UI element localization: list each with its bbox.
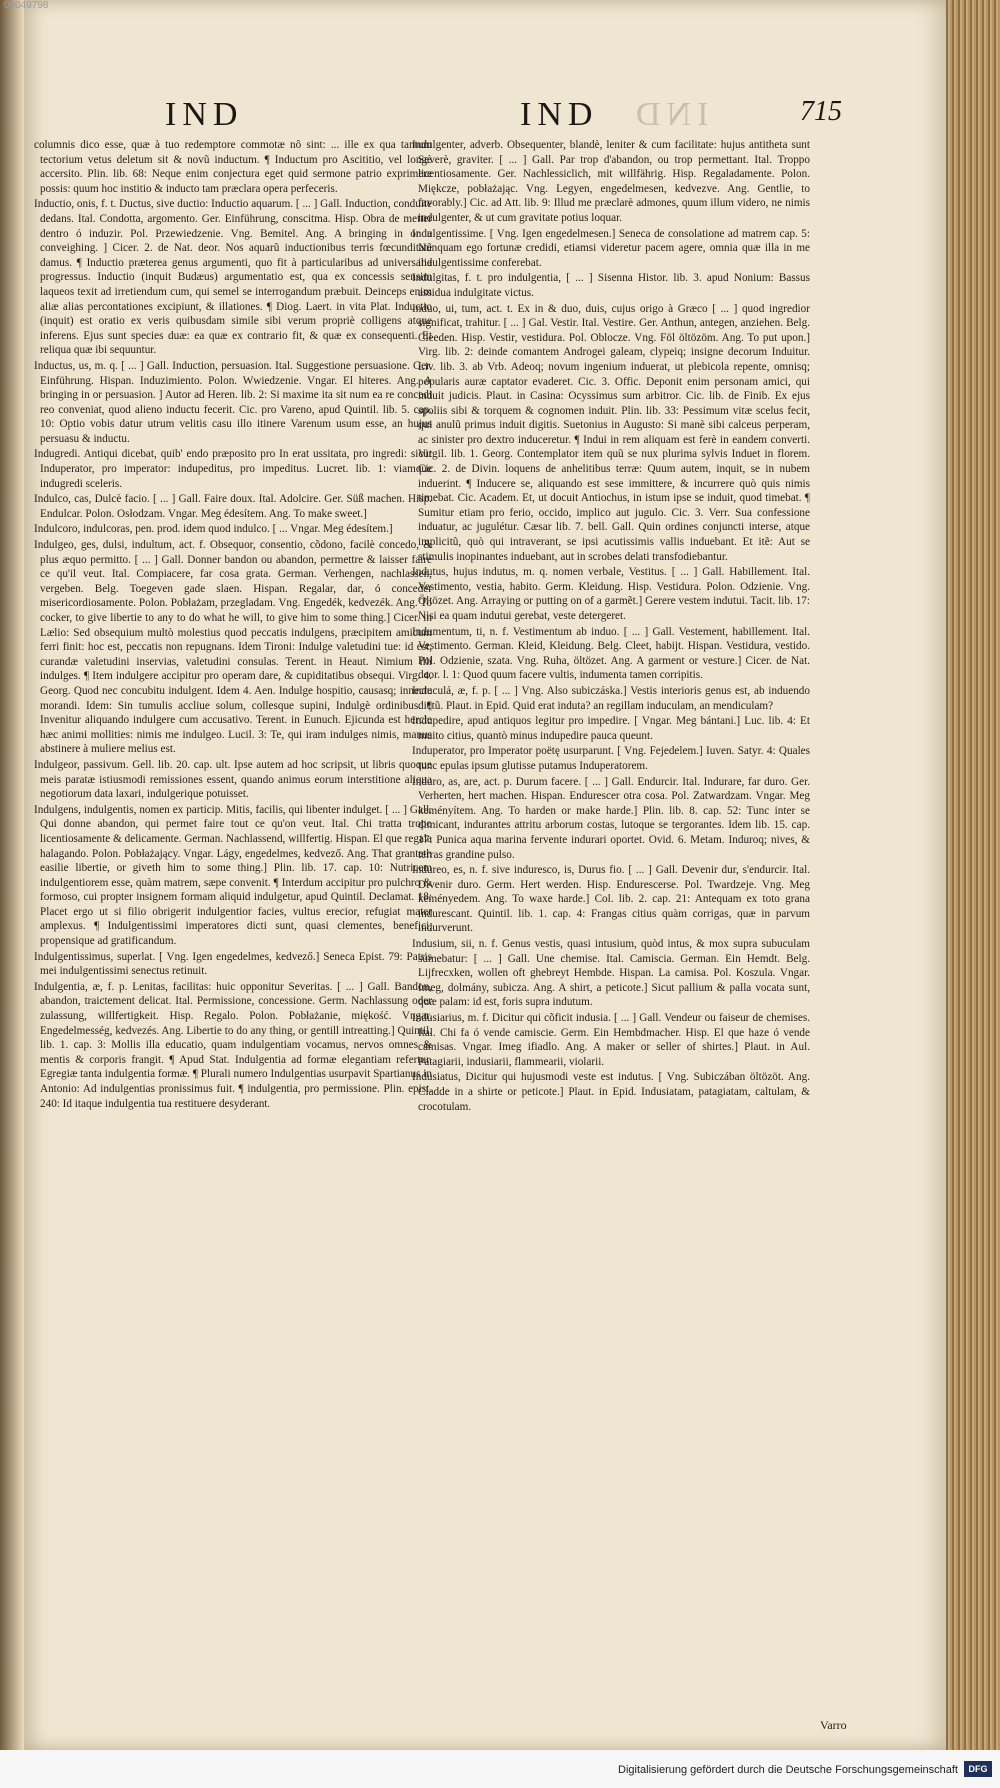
dictionary-entry: Indugredi. Antiqui dicebat, quib' endo præposito pro In erat ussitata, pro ingredi: sicut Induperator, pro imperator: indupeditus, pro impeditus. Lucret. lib. 1: viamque indugredi sceleris. [34, 448, 432, 490]
dictionary-entry: Indumentum, ti, n. f. Vestimentum ab induo. [ ... ] Gall. Vestement, habillement. Ital. Vestimento. German. Kleid, Kleidung. Belg. Cleet, habijt. Hispan. Vestidura, vestido. Pol. Odzienie, szata. Vng. Ruha, öltözet. Ang. A garment or vesture.] Cicer. de Nat. deor. l. 1: Quod quum facere vultis, indumenta tamen corripitis. [412, 625, 810, 682]
dictionary-entry: Indupedire, apud antiquos legitur pro impedire. [ Vngar. Meg bántani.] Luc. lib. 4: Et muito citius, quantò minus indupedire pauca queunt. [412, 715, 810, 742]
dictionary-entry: Indulgens, indulgentis, nomen ex particip. Mitis, facilis, qui libenter indulget. [ ... ] Gall. Qui donne abandon, qui permet faire tout ce qu'on veut. Ital. Chi tratta tropo licentiosamente & delicamente. German. Nachlassend, willfertig. Hispan. El que regala halagando. Polon. Pobłażający. Vngar. Lágy, engedelmes, kedvező. Ang. That granteth easilie libertie, or giveth him to some thing.] Plin. lib. 17. cap. 10: Nutricem indulgentiorem esse, quàm matrem, sæpe convenit. ¶ Interdum accipitur pro pulchro & formoso, cui propter insignem formam aliquid indulgetur, apud Quintil. Declamat. 18: Placet ergo ut si filio obrigerit indulgentior facies, vultus erecior, refugiat mater amplexus. ¶ Indulgentissimi imperatores dicti sunt, quasi clementes, benefici, propensique ad gratificandum. [34, 803, 432, 948]
running-head-left: IND [165, 96, 244, 133]
catchword: Varro [820, 1718, 847, 1732]
dictionary-entry: Indutus, hujus indutus, m. q. nomen verbale, Vestitus. [ ... ] Gall. Habillement. Ital. Vestimento, vestia, habito. Germ. Kleidung. Hisp. Vestidura. Polon. Odzienie. Vng. Öltözet. Ang. Arraying or putting on of a garmẽt.] Gerere vestem indutui. Tacit. lib. 17: Nisi ea quam indutui gerebat, veste detergeret. [412, 566, 810, 622]
book-fore-edge [946, 0, 1000, 1750]
dictionary-entry: Indureo, es, n. f. sive induresco, is, Durus fio. [ ... ] Gall. Devenir dur, s'endurcir. Ital. Divenir duro. Germ. Hert werden. Hisp. Endurescerse. Pol. Twardzeje. Vng. Meg keményedem. Ang. To waxe harde.] Col. lib. 2. cap. 21: Antequam ex toto grana indurescant. Quintil. lib. 1. cap. 4: Frangas citius quàm corrigas, quæ in parvum indurverunt. [412, 864, 810, 935]
page-number: 715 [800, 96, 842, 127]
dictionary-entry: Indusiatus, Dicitur qui hujusmodi veste est indutus. [ Vng. Subiczában öltözöt. Ang. Cladde in a shirte or peticote.] Plaut. in Epid. Indusiatam, patagiatam, caltulam, & crocotulam. [412, 1071, 810, 1113]
dictionary-entry: Indulgenter, adverb. Obsequenter, blandè, leniter & cum facilitate: hujus antitheta sunt Severè, graviter. [ ... ] Gall. Par trop d'abandon, ou trop permettant. Ital. Troppo licentiosamente. Ger. Nachlessiclich, mit willfährig. Hisp. Regaladamente. Polon. Miękcze, pobłażając. Vng. Legyen, engedelmesen, kedvezve. Ang. Gentlie, to favorably.] Cic. ad Att. lib. 9: Illud me præclarè admones, quum illum videro, ne nimis indulgenter, & ut cum gravitate potius loquar. [412, 139, 810, 224]
dictionary-entry: Indulgeor, passivum. Gell. lib. 20. cap. ult. Ipse autem ad hoc scripsit, ut libris quoque meis paratæ istiusmodi remissiones essent, quando animus eorum interstitione aliqua negotiorum data laxari, indulgerique potuisset. [34, 758, 432, 801]
dictionary-entry: Inductus, us, m. q. [ ... ] Gall. Induction, persuasion. Ital. Suggestione persuasione. Ger. Einführung. Hispan. Induzimiento. Polon. Wwiedzenie. Vngar. El hiteres. Ang. A bringing in or persuasion. ] Autor ad Heren. lib. 2: Si maxime ita sit num ea re concedi reo conveniat, quod alieno inductu fecerit. Cic. pro Vareno, apud Quintil. lib. 5. cap. 10: Optio vobis datur utrum velitis casu illo itinere Varenum usum esse, an hujus persuasu & inductu. [34, 359, 432, 445]
dictionary-entry: columnis dico esse, quæ à tuo redemptore commotæ nô sint: ... ille ex qua tantum tectorium vetus deletum sit & novũ inductum. ¶ Inductum pro Ascititio, vel longè accersito. Plin. lib. 68: Neque enim conjectura eget quid sermone patrio exprimere possis: quum hoc institio & inducto tam præclara opera perfeceris. [34, 139, 432, 195]
dictionary-entry: Induro, as, are, act. p. Durum facere. [ ... ] Gall. Endurcir. Ital. Indurare, far duro. Ger. Verherten, hert machen. Hispan. Endurescer otra cosa. Pol. Zatwardzam. Vngar. Meg keményítem. Ang. To harden or make harde.] Plin. lib. 8. cap. 52: Tunc inter se dimicant, indurantes attritu arborum costas, lutoque se tergorantes. Idem lib. 15. cap. 17: Punica aqua marina fervente indurari oportet. Ovid. 6. Metam. Induroq; nives, & terras grandine pulso. [412, 775, 810, 861]
dictionary-entry: Inductio, onis, f. t. Ductus, sive ductio: Inductio aquarum. [ ... ] Gall. Induction, conduite dedans. Ital. Condotta, argomento. Ger. Einführung, conscitma. Hisp. Obra de metter dentro ó induzir. Pol. Przewiedzenie. Vng. Bemitel. Ang. A bringing in or a conveighing. ] Cicer. 2. de Nat. deor. Nos aquarũ inductionibus terris fœcunditatẽ damus. ¶ Inductio præterea genus argumenti, quo fit à particularibus ad universalia progressus. Inductio (inquit Budæus) argumentatio est, qua ex concessis sensim laqueos texit ad irretiendum cum, qui semel se interrogandum præbuit. Deinceps enim aliæ alias percontationes excipiunt, & illationes. ¶ Diog. Laert. in vita Plat. Inductio (inquit) est oratio ex veris quibusdam simile sibi verum propriè colligens atque inferens. Ejus sunt species duæ: ea quæ ex contrario fit, & quæ ex consequenti. Et reliqua quæ ibi sequuntur. [34, 198, 433, 357]
bleed-through-head: IND [630, 96, 709, 133]
dictionary-entry: Indusiarius, m. f. Dicitur qui cõficit indusia. [ ... ] Gall. Vendeur ou faiseur de chemises. Ital. Chi fa ó vende camiscie. Germ. Ein Hembdmacher. Hisp. El que haze ó vende camisas. Vngar. Imeg ifiadlo. Ang. A maker or seller of shirtes.] Plaut. in Aul. Patagiarii, indusiarii, flammearii, violarii. [412, 1012, 810, 1068]
dictionary-entry: Indusium, sii, n. f. Genus vestis, quasi intusium, quòd intus, & mox supra subuculam sumebatur: [ ... ] Gall. Une chemise. Ital. Camiscia. German. Ein Hemdt. Belg. Lijfrecxken, wollen oft ghebreyt Hembde. Hispan. La camisa. Pol. Koszula. Vngar. Imeg, dolmány, subicza. Ang. A shirt, a peticote.] Sicut pallium & palla vocata sunt, quæ palam: id est, foris supra indutum. [412, 938, 810, 1009]
dictionary-entry: Induculá, æ, f. p. [ ... ] Vng. Also subiczáska.] Vestis interioris genus est, ab induendo dictũ. Plaut. in Epid. Quid erat induta? an regillam induculam, an mendiculam? [412, 684, 810, 712]
left-column [34, 138, 432, 1112]
running-head-right: IND [520, 96, 599, 133]
scan-id: 00049798 [4, 0, 49, 11]
dictionary-entry: Indulgentissimus, superlat. [ Vng. Igen engedelmes, kedvező.] Seneca Epist. 79: Patris mei indulgentissimi senectus retinuit. [34, 950, 432, 978]
funding-credit: Digitalisierung gefördert durch die Deutsche Forschungsgemeinschaft [618, 1764, 958, 1776]
dfg-logo-icon: DFG [964, 1761, 992, 1777]
dictionary-entry: Indulco, cas, Dulcè facio. [ ... ] Gall. Faire doux. Ital. Adolcire. Ger. Süß machen. Hisp. Endulcar. Polon. Osłodzam. Vngar. Meg édesítem. Ang. To make sweet.] [34, 493, 432, 520]
dictionary-entry: Indulgitas, f. t. pro indulgentia, [ ... ] Sisenna Histor. lib. 3. apud Nonium: Bassus assidua indulgitate victus. [412, 272, 810, 299]
dictionary-entry: Induperator, pro Imperator poëtę usurparunt. [ Vng. Fejedelem.] Iuven. Satyr. 4: Quales tunc epulas ipsum glutisse putamus Induperatorem. [412, 745, 810, 772]
dictionary-entry: Indulgentia, æ, f. p. Lenitas, facilitas: huic opponitur Severitas. [ ... ] Gall. Bandon, abandon, traictement delicat. Ital. Permissione, concessione. Germ. Nachlassung oder zulassung, willfertigkeit. Hisp. Regalo. Polon. Pobłażanie, miękość. Vngar. Engedelmesség, kedvezés. Ang. Libertie to do any thing, or gentill intreatting.] Quintil. lib. 1. cap. 3: Mollis illa educatio, quam indulgentiam vocamus, nervos omnes & mentis & corporis frangit. ¶ Apud Stat. Indulgentia ad formæ elegantiam refertur. Egregiæ tanta indulgentia formæ. ¶ Plurali numero Indulgentias usurpavit Spartianus in Antonio: Ad indulgentias pronissimus fuit. ¶ indulgentia, pro permissione. Plin. epist. 240: Id itaque indulgentia tua restituere desyderant. [34, 980, 432, 1110]
dictionary-entry: Indulgentissime. [ Vng. Igen engedelmesen.] Seneca de consolatione ad matrem cap. 5: Nunquam ego fortunæ credidi, etiamsi videretur pacem agere, omnia quæ illa in me indulgentissime conferebat. [412, 227, 810, 269]
dictionary-entry: Indulcoro, indulcoras, pen. prod. idem quod indulco. [ ... Vngar. Meg édesítem.] [34, 523, 393, 536]
book-spine-edge [0, 0, 24, 1788]
dictionary-entry: Induo, ui, tum, act. t. Ex in & duo, duis, cujus origo à Græco [ ... ] quod ingredior significat, trahitur. [ ... ] Gal. Vestir. Ital. Vestire. Ger. Anthun, antegen, anziehen. Belg. Cleeden. Hisp. Vestir, vestidura. Pol. Oblocze. Vng. Föl öltözöm. Ang. To put upon.] Virg. lib. 2: deinde comantem Androgei galeam, clypeiq; insigne decorum Induitur. Liv. lib. 3. ab Vrb. Adeoq; novum ingenium induerat, ut plebicola repente, omnisq; popularis auræ captator evaderet. Cic. 3. Offic. Deponit enim personam amici, qui induit judicis. Plaut. in Casina: Ocyssimus sum arbitror. Cic. lib. de Finib. Ex ejus spoliis sibi & torquem & cognomen induit. Plin. lib. 33: Pessimum vitæ scelus fecit, qui anulũ primus induit digitis. Suetonius in Augusto: Si manè sibi calceus perperam, ac sinister pro dextro induceretur. ¶ Indui in rem aliquam est ferè in eandem converti. Virgil. lib. 1. Georg. Contemplator item quũ se nux plurima sylvis Induet in florem. Cic. 2. de Divin. loquens de anhelitibus terræ: Quum autem, inquit, se in nubem induerint. ¶ Inducere se, aliquando est sese immittere, & incurrere quò quis nimis timebat. Cic. Academ. Et, ut docuit Antiochus, in istum ipse se induit, quod timebat. ¶ Sumitur etiam pro ferio, occido, implico aut jugulo. Cic. 3. Verr. Sua confessione induatur, ac jugulétur. Cæsar lib. 7. bell. Gall. Quin ordines conjuncti interse, atque implicitũ, quò qui intraverant, se ipsi acutissimis vallis induebant. Et itẽ: Aut se stimulis inopinantes induebant, aut in scrobes delati transfodiebantur. [412, 302, 810, 563]
dictionary-entry: Indulgeo, ges, dulsi, indultum, act. f. Obsequor, consentio, cõdono, facilè concedo, & plus æquo permitto. [ ... ] Gall. Donner bandon ou abandon, permettre & laisser faire ce qu'il veut. Ital. Compiacere, far cosa grata. German. Verhengen, nachlassen, vergeben. Belg. Toegeven gade slaen. Hispan. Regalar, dar, ó conceder misericordiosamente. Polon. Pobłażam, przegladam. Vng. Engedék, kedvezék. Ang. To cocker, to give libertie to any to do what he will, to give him to some thing.] Cicer. in Lælio: Sed obsequium multò molestius quod peccatis indulgens, præcipitem amicum ferri finit: hoc est, peccatis non repugnans. Idem Tironi: Indulge valetudini tue: id est, curandæ valetudini inservias, valetudini consulas. Terent. in Heaut. Nimium illi indulges. ¶ Item indulgere accipitur pro operam dare, & cupiditatibus obsequi. Virg. 4. Georg. Quod nec concubitu indulgent. Idem 4. Aen. Indulge hospitio, causasq; innecte morandi. Idem: Sin tumulis accliue solum, collesque supini, Indulgè ordinibus. ¶ Invenitur aliquando indulgere cum accusativo. Terent. in Eunuch. Ejicunda est hercle hæc animi mollities: nimis me indulgeo. Lucil. 3: Te, qui iram indulges nimis, manus abstinere à muliere melius est. [34, 539, 432, 756]
right-column [412, 138, 810, 1115]
